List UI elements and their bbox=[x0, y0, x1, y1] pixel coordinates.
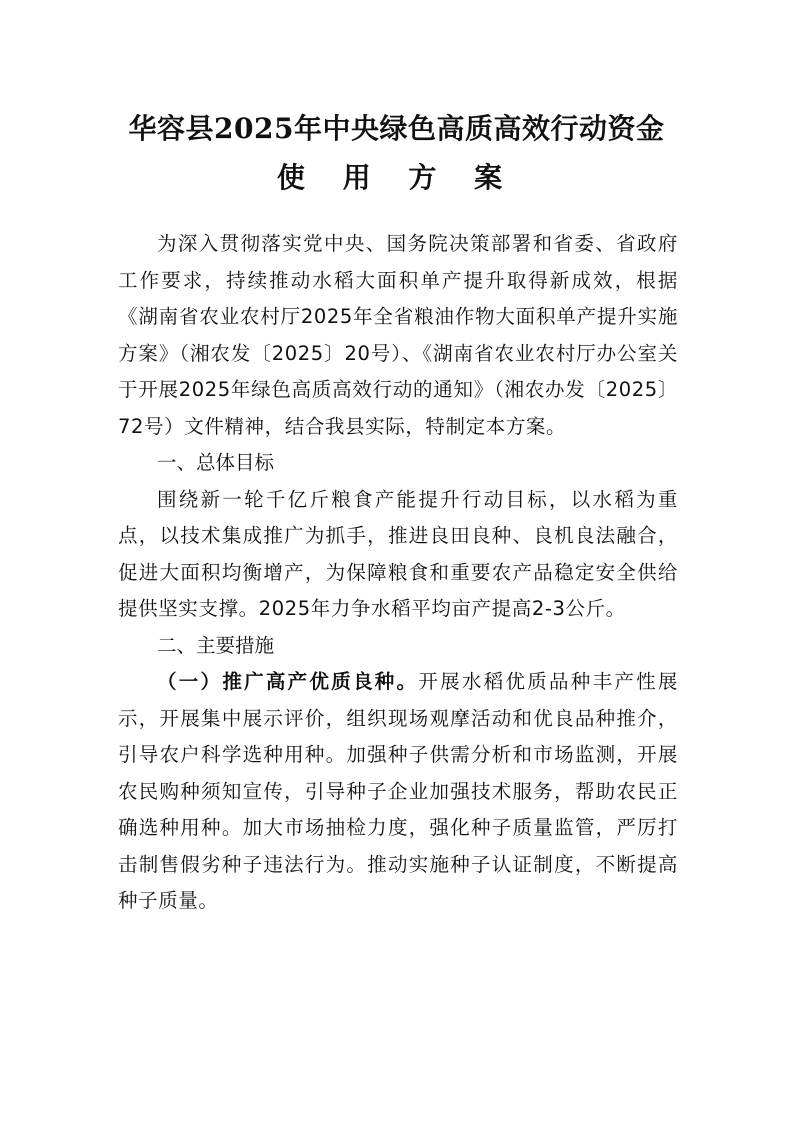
measure-1-text: 开展水稻优质品种丰产性展示，开展集中展示评价，组织现场观摩活动和优良品种推介，引导农户科学选种用种。加强种子供需分析和市场监测，开展农民购种须知宣传，引导种子企业加强技术服务，帮助农民正确选种用种。加大市场抽检力度，强化种子质量监管，严厉打击制售假劣种子违法行为。推动实施种子认证制度，不断提高种子质量。 bbox=[118, 670, 679, 912]
document-title-line-1: 华容县2025年中央绿色高质高效行动资金 bbox=[128, 112, 665, 145]
measure-1-heading: （一）推广高产优质良种。 bbox=[157, 670, 419, 693]
document-title-line-2: 使 用 方 案 bbox=[276, 161, 517, 194]
document-body bbox=[118, 226, 678, 920]
intro-paragraph: 为深入贯彻落实党中央、国务院决策部署和省委、省政府工作要求，持续推动水稻大面积单产提升取得新成效，根据《湖南省农业农村厅2025年全省粮油作物大面积单产提升实施方案》（湘农发〔2025〕20号）、《湖南省农业农村厅办公室关于开展2025年绿色高质高效行动的通知》（湘农办发〔2025〕72号）文件精神，结合我县实际，特制定本方案。 bbox=[118, 232, 678, 438]
measure-1-paragraph bbox=[118, 664, 678, 920]
section-heading-overall-goal: 一、总体目标 bbox=[157, 451, 275, 474]
overall-goal-paragraph: 围绕新一轮千亿斤粮食产能提升行动目标，以水稻为重点，以技术集成推广为抓手，推进良田良种、良机良法融合，促进大面积均衡增产，为保障粮食和重要农产品稳定安全供给提供坚实支撑。2025年力争水稻平均亩产提高2-3公斤。 bbox=[118, 487, 678, 620]
section-heading-main-measures: 二、主要措施 bbox=[157, 633, 275, 657]
